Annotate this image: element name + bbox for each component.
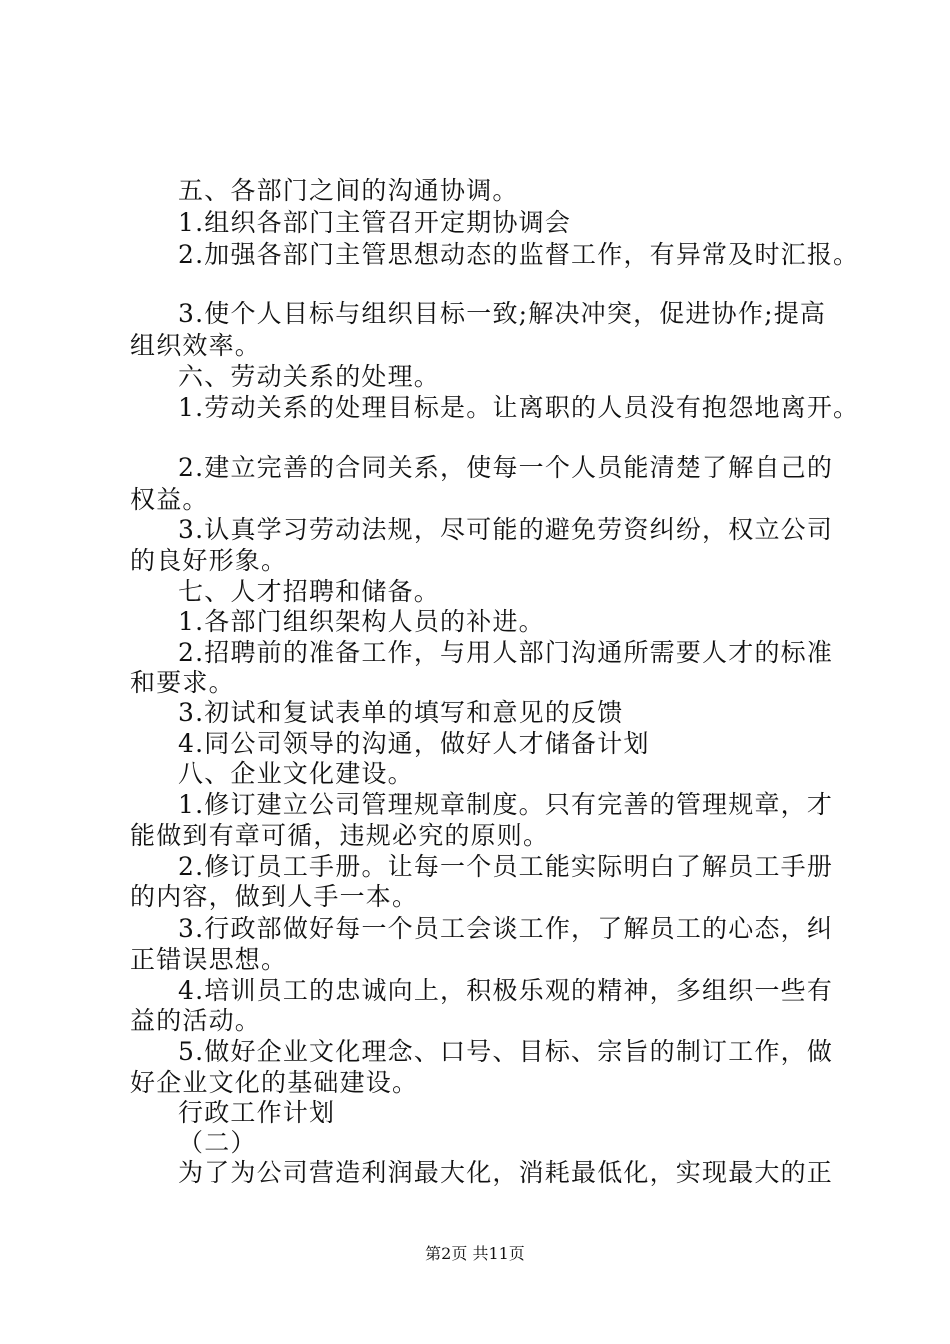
page-number-footer: 第2页 共11页 [425, 1244, 525, 1263]
paragraph-line: 4.同公司领导的沟通，做好人才储备计划 [178, 729, 650, 758]
document-subtitle-number: （二） [178, 1128, 257, 1157]
paragraph-line: 3.使个人目标与组织目标一致;解决冲突，促进协作;提高 [178, 299, 827, 328]
paragraph-line: 正错误思想。 [130, 945, 288, 974]
paragraph-line: 组织效率。 [130, 331, 262, 360]
paragraph-line: 的良好形象。 [130, 546, 288, 575]
paragraph-line: 1.劳动关系的处理目标是。让离职的人员没有抱怨地离开。 [178, 393, 860, 422]
paragraph-line: 4.培训员工的忠诚向上，积极乐观的精神，多组织一些有 [178, 976, 834, 1005]
paragraph-line: 1.修订建立公司管理规章制度。只有完善的管理规章，才 [178, 790, 834, 819]
paragraph-line: 能做到有章可循，违规必究的原则。 [130, 821, 550, 850]
paragraph-line: 1.组织各部门主管召开定期协调会 [178, 208, 572, 237]
paragraph-line: 2.招聘前的准备工作，与用人部门沟通所需要人才的标准 [178, 638, 834, 667]
section-heading-8: 八、企业文化建设。 [178, 759, 414, 788]
document-subtitle: 行政工作计划 [178, 1098, 336, 1127]
paragraph-line: 为了为公司营造利润最大化，消耗最低化，实现最大的正 [178, 1158, 834, 1187]
paragraph-line: 5.做好企业文化理念、口号、目标、宗旨的制订工作，做 [178, 1037, 834, 1066]
paragraph-line: 的内容，做到人手一本。 [130, 882, 419, 911]
paragraph-line: 益的活动。 [130, 1006, 262, 1035]
paragraph-line: 3.认真学习劳动法规，尽可能的避免劳资纠纷，权立公司 [178, 515, 834, 544]
paragraph-line: 3.行政部做好每一个员工会谈工作，了解员工的心态，纠 [178, 914, 834, 943]
paragraph-line: 2.加强各部门主管思想动态的监督工作，有异常及时汇报。 [178, 240, 860, 269]
section-heading-7: 七、人才招聘和储备。 [178, 577, 441, 606]
paragraph-line: 好企业文化的基础建设。 [130, 1068, 419, 1097]
paragraph-line: 和要求。 [130, 668, 235, 697]
section-heading-6: 六、劳动关系的处理。 [178, 362, 441, 391]
paragraph-line: 1.各部门组织架构人员的补进。 [178, 607, 545, 636]
paragraph-line: 3.初试和复试表单的填写和意见的反馈 [178, 698, 624, 727]
paragraph-line: 2.修订员工手册。让每一个员工能实际明白了解员工手册 [178, 852, 834, 881]
paragraph-line: 权益。 [130, 485, 209, 514]
paragraph-line: 2.建立完善的合同关系，使每一个人员能清楚了解自己的 [178, 453, 834, 482]
section-heading-5: 五、各部门之间的沟通协调。 [178, 176, 519, 205]
